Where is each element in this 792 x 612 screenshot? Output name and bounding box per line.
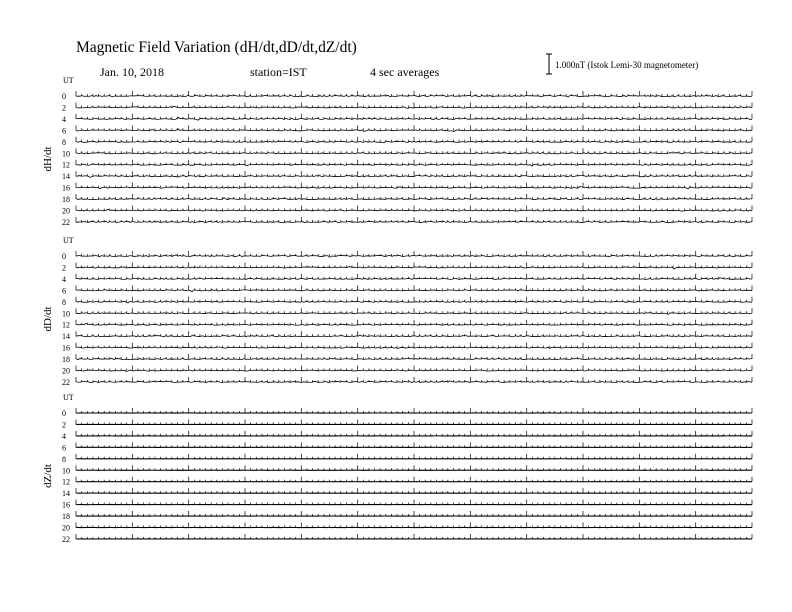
trace-ticks bbox=[76, 477, 752, 482]
scale-bar-label: 1.000nT (Istok Lemi-30 magnetometer) bbox=[555, 60, 699, 70]
averaging-label: 4 sec averages bbox=[370, 65, 440, 79]
trace-line bbox=[76, 153, 752, 154]
hour-label: 4 bbox=[62, 274, 66, 284]
panel-ylabel: dH/dt bbox=[42, 146, 54, 172]
hour-label: 4 bbox=[62, 431, 66, 441]
hour-label: 14 bbox=[62, 332, 70, 342]
hour-label: 20 bbox=[62, 366, 70, 376]
hour-label: 2 bbox=[62, 263, 66, 273]
trace-ticks bbox=[76, 102, 752, 107]
hour-label: 20 bbox=[62, 206, 70, 216]
hour-label: 10 bbox=[62, 466, 70, 476]
hour-label: 18 bbox=[62, 355, 70, 365]
hour-label: 16 bbox=[62, 343, 70, 353]
hour-label: 14 bbox=[62, 489, 70, 499]
hour-label: 0 bbox=[62, 409, 66, 418]
panel-1 bbox=[42, 76, 752, 227]
trace-ticks bbox=[76, 194, 752, 199]
panel-ylabel: dD/dt bbox=[42, 306, 54, 332]
trace-ticks bbox=[76, 297, 752, 302]
trace-ticks bbox=[76, 465, 752, 470]
trace-ticks bbox=[76, 408, 752, 413]
trace-line bbox=[76, 141, 752, 143]
ut-axis-label: UT bbox=[63, 393, 74, 402]
hour-label: 2 bbox=[62, 103, 66, 113]
trace-ticks bbox=[76, 431, 752, 436]
trace-ticks bbox=[76, 160, 752, 165]
trace-ticks bbox=[76, 320, 752, 325]
chart-title: Magnetic Field Variation (dH/dt,dD/dt,dZ/dt) bbox=[76, 39, 357, 56]
hour-label: 14 bbox=[62, 172, 70, 182]
station-label: station=IST bbox=[250, 65, 307, 79]
trace-ticks bbox=[76, 523, 752, 528]
hour-label: 16 bbox=[62, 500, 70, 510]
panel-2 bbox=[42, 236, 752, 387]
hour-label: 22 bbox=[62, 377, 70, 387]
date-label: Jan. 10, 2018 bbox=[100, 65, 164, 79]
trace-ticks bbox=[76, 419, 752, 424]
trace-ticks bbox=[76, 285, 752, 290]
hour-label: 18 bbox=[62, 195, 70, 205]
trace-ticks bbox=[76, 500, 752, 505]
hour-label: 6 bbox=[62, 126, 66, 136]
hour-label: 2 bbox=[62, 420, 66, 430]
hour-label: 0 bbox=[62, 92, 66, 101]
trace-ticks bbox=[76, 511, 752, 516]
hour-label: 6 bbox=[62, 286, 66, 296]
trace-ticks bbox=[76, 308, 752, 313]
trace-ticks bbox=[76, 488, 752, 493]
hour-label: 20 bbox=[62, 523, 70, 533]
trace-line bbox=[76, 267, 752, 269]
trace-ticks bbox=[76, 442, 752, 447]
trace-line bbox=[76, 370, 752, 371]
trace-ticks bbox=[76, 366, 752, 371]
ut-axis-label: UT bbox=[63, 76, 74, 85]
hour-label: 0 bbox=[62, 252, 66, 261]
hour-label: 18 bbox=[62, 512, 70, 522]
trace-ticks bbox=[76, 534, 752, 539]
trace-ticks bbox=[76, 183, 752, 188]
trace-ticks bbox=[76, 454, 752, 459]
hour-label: 8 bbox=[62, 137, 66, 147]
trace-ticks bbox=[76, 343, 752, 348]
hour-label: 22 bbox=[62, 217, 70, 227]
panel-ylabel: dZ/dt bbox=[42, 464, 54, 488]
hour-label: 12 bbox=[62, 477, 70, 487]
hour-label: 6 bbox=[62, 443, 66, 453]
trace-ticks bbox=[76, 206, 752, 211]
hour-label: 12 bbox=[62, 320, 70, 330]
hour-label: 10 bbox=[62, 309, 70, 319]
hour-label: 10 bbox=[62, 149, 70, 159]
panel-3 bbox=[42, 393, 752, 544]
hour-label: 8 bbox=[62, 454, 66, 464]
hour-label: 4 bbox=[62, 114, 66, 124]
hour-label: 22 bbox=[62, 534, 70, 544]
hour-label: 16 bbox=[62, 183, 70, 193]
hour-label: 8 bbox=[62, 297, 66, 307]
ut-axis-label: UT bbox=[63, 236, 74, 245]
hour-label: 12 bbox=[62, 160, 70, 170]
trace-ticks bbox=[76, 354, 752, 359]
